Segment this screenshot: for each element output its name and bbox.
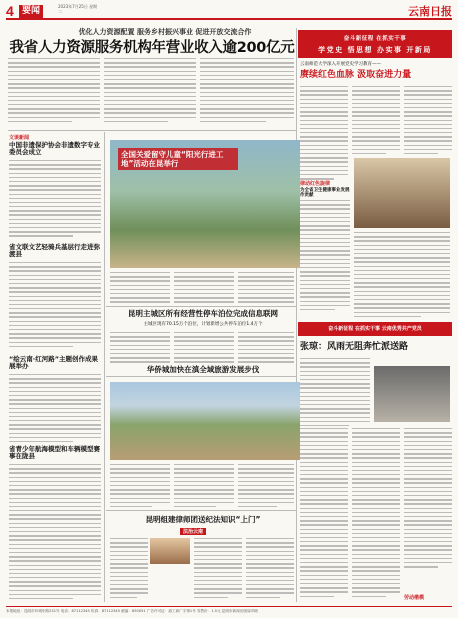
masthead [6, 4, 452, 20]
right-text-2b [354, 232, 450, 320]
photo-caption-3 [238, 272, 294, 310]
left-headline-2: 省文联文艺轻骑兵基层行走进弥渡县 [9, 243, 100, 259]
right-banner-line2: 学党史 悟思想 办实事 开新局 [318, 46, 432, 54]
right-photo-1 [354, 158, 450, 228]
right-subheadline-2: 为全省卫生健康事业发展作贡献 [300, 188, 350, 199]
left-headline-4: 省青少年航海模型和车辆模型赛事在陇县 [9, 445, 100, 461]
mid-text-2a [110, 464, 170, 510]
right-text-3d [404, 428, 452, 570]
right-text-1b [352, 86, 400, 157]
left-section-label: 文谈新闻 [9, 135, 30, 141]
right-text-1a [300, 86, 348, 182]
left-headline-3: “绘云南·红河路”主题创作成果展举办 [9, 355, 99, 371]
left-headline-1: 中国非遗保护协会非遗数字专业委员会成立 [9, 141, 100, 157]
feature-photo [110, 140, 300, 268]
lead-text-col3 [200, 58, 294, 125]
right-subheadline-1: 云南师范大学深入开展党史学习教育—— [300, 62, 381, 67]
photo-caption-1 [110, 272, 170, 310]
right-text-3c [352, 428, 400, 600]
lead-headline: 我省人力资源服务机构年营业收入逾200亿元 [9, 40, 295, 56]
right-banner-2: 奋斗新征程 在抓实干事 云南优秀共产党员 [298, 322, 452, 336]
mid-headline-2: 华侨城加快在滇全域旅游发展步伐 [110, 366, 296, 375]
law-tag: 法治云南 [180, 528, 206, 535]
left-text-4 [9, 464, 101, 602]
right-tag: 律动红色旋律 [300, 181, 331, 187]
feature-photo-title: 全国关爱留守儿童“阳光行进工地”活动在昆举行 [118, 148, 238, 170]
courier-photo [374, 366, 450, 422]
tourism-photo [110, 382, 300, 460]
law-photo [150, 538, 190, 564]
page-footer: 本报地址：昆明市环城东路231号 电话：87112345 传真：87112345 邮编：650051 广告许可证：滇工商广字第1号 零售价：1.5元 昆明市新闻出版局印刷 [6, 606, 452, 614]
lead-subtitle: 优化人力资源配置 服务乡村振兴事业 促进开放交流合作 [78, 28, 252, 36]
issue-date: 2023年7月25日 星期二 [58, 4, 98, 14]
left-text-1 [9, 160, 101, 240]
right-text-3a [300, 358, 370, 429]
right-text-1c [404, 86, 452, 157]
mid-text-3a [110, 538, 148, 601]
right-banner-line1: 奋斗新征程 在抓实干事 [343, 36, 407, 42]
paper-name: 云南日报 [408, 5, 452, 18]
left-text-2 [9, 262, 101, 350]
mid-text-2b [174, 464, 234, 510]
right-headline-3: 张琼：风雨无阻奔忙派送路 [300, 342, 409, 352]
mid-text-3c [246, 538, 294, 601]
mid-headline-3: 昆明组建律师团送纪法知识“上门” [145, 515, 261, 524]
right-text-2a [300, 200, 350, 313]
right-footer-tag: 劳动楷模 [404, 595, 425, 601]
page-number: 4 [6, 3, 14, 19]
mid-headline-1: 昆明主城区所有经营性停车泊位完成信息联网 [128, 309, 278, 318]
mid-text-2c [238, 464, 294, 510]
right-text-3b [300, 428, 348, 600]
right-headline-1: 赓续红色血脉 汲取奋进力量 [300, 70, 412, 80]
section-label: 要闻 [19, 5, 43, 18]
lead-text-col1 [8, 58, 100, 125]
mid-subheadline-1: 主城区现有70.15万个泊位，计划新增公共停车泊位1.4万个 [143, 322, 263, 327]
right-banner [298, 30, 452, 58]
lead-text-col2 [104, 58, 196, 125]
photo-caption-2 [174, 272, 234, 310]
left-text-3 [9, 374, 101, 445]
mid-text-3b [194, 538, 242, 601]
